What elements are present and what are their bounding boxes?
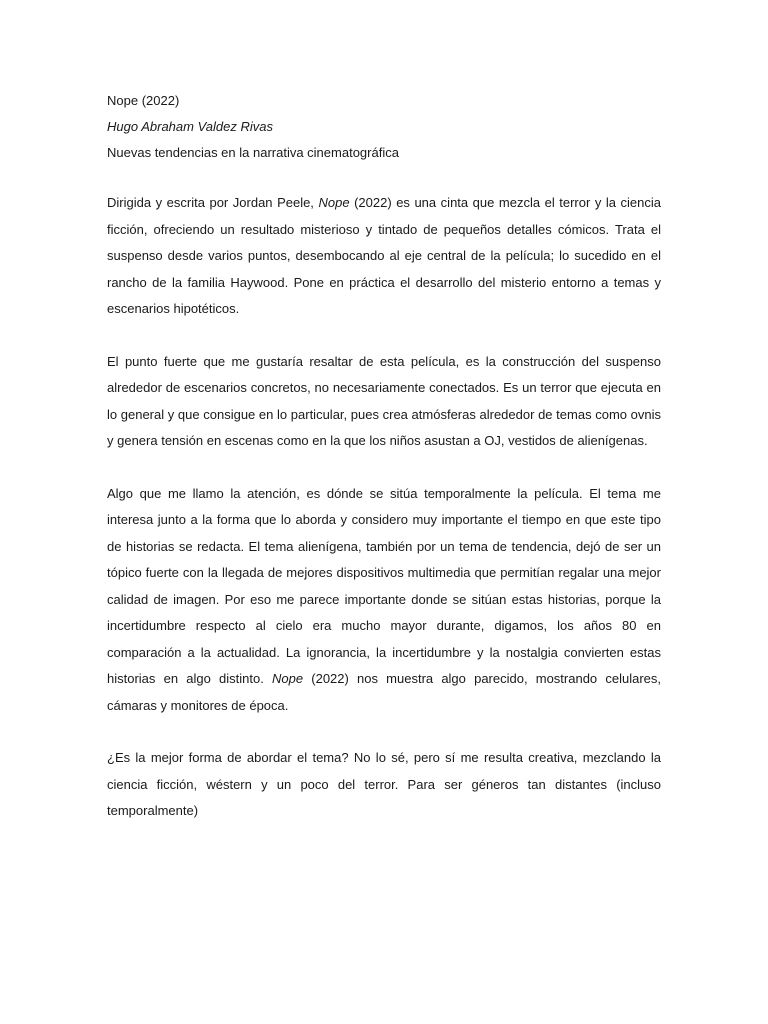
course-name: Nuevas tendencias en la narrativa cinematográfica [107, 145, 399, 160]
paragraph-1-part-b: (2022) es una cinta que mezcla el terror y la ciencia ficción, ofreciendo un resultado misterioso y tintado de pequeños detalles cómicos. Trata el suspenso desde varios puntos, desembocando al eje central de la película; lo sucedido en el rancho de la familia Haywood. Pone en práctica el desarrollo del misterio entorno a temas y escenarios hipotéticos. [107, 195, 661, 316]
paragraph-1-part-a: Dirigida y escrita por Jordan Peele, [107, 195, 319, 210]
paragraph-1 [107, 190, 661, 323]
paragraph-3-part-a: Algo que me llamo la atención, es dónde se sitúa temporalmente la película. El tema me interesa junto a la forma que lo aborda y considero muy importante el tiempo en que este tipo de historias se redacta. El tema alienígena, también por un tema de tendencia, dejó de ser un tópico fuerte con la llegada de mejores dispositivos multimedia que permitían regalar una mejor calidad de imagen. Por eso me parece importante donde se sitúan estas historias, porque la incertidumbre respecto al cielo era mucho mayor durante, digamos, los años 80 en comparación a la actualidad. La ignorancia, la incertidumbre y la nostalgia convierten estas historias en algo distinto. [107, 485, 661, 686]
document-title: Nope (2022) [107, 93, 180, 108]
author-name: Hugo Abraham Valdez Rivas [107, 119, 273, 134]
film-title-italic: Nope [272, 671, 304, 686]
paragraph-3-part-b: (2022) nos muestra algo parecido, mostrando celulares, cámaras y monitores de época. [107, 671, 661, 713]
paragraph-4: ¿Es la mejor forma de abordar el tema? No lo sé, pero sí me resulta creativa, mezclando la ciencia ficción, wéstern y un poco del terror. Para ser géneros tan distantes (incluso temporalmente) [107, 750, 661, 818]
paragraph-2: El punto fuerte que me gustaría resaltar de esta película, es la construcción del suspenso alrededor de escenarios concretos, no necesariamente conectados. Es un terror que ejecuta en lo general y que consigue en lo particular, pues crea atmósferas alrededor de temas como ovnis y genera tensión en escenas como en la que los niños asustan a OJ, vestidos de alienígenas. [107, 353, 661, 448]
film-title-italic: Nope [318, 195, 350, 210]
document-page [107, 90, 661, 825]
paragraph-3 [107, 481, 661, 720]
